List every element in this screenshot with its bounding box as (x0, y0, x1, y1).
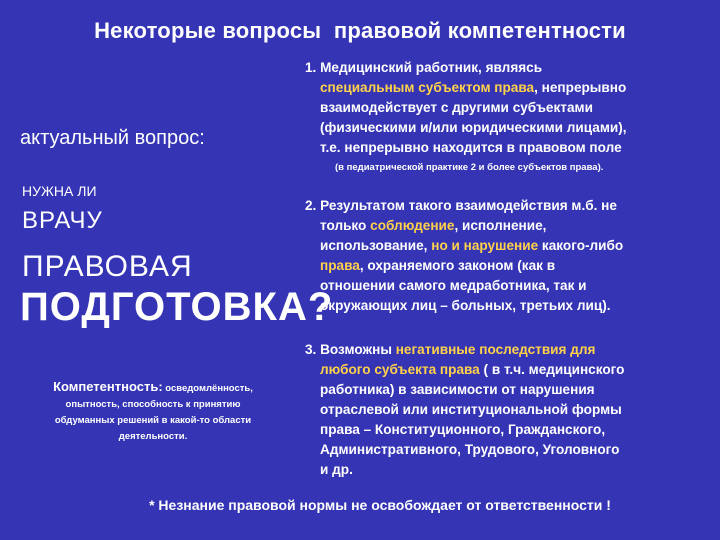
highlight-negative-consequences: негативные последствия для (395, 342, 596, 357)
point-2-line-6: окружающих лиц – больных, третьих лиц). (320, 298, 611, 313)
highlight-any-subject: любого субъекта права (320, 362, 480, 377)
point-3-line-2-rest: ( в т.ч. медицинского (479, 362, 625, 377)
point-3-line-2 (305, 360, 624, 380)
competence-def-2: опытность, способность к принятию (65, 399, 241, 410)
point-3-line-1-a: 3. Возможны (305, 342, 396, 357)
point-2-line-5: отношении самого медработника, так и (320, 278, 587, 293)
competence-def-4: деятельности. (118, 431, 188, 442)
point-3 (305, 340, 624, 480)
point-3-line-7: и др. (320, 462, 353, 477)
point-2-line-3-c: какого-либо (538, 238, 624, 253)
point-1-line-5: т.е. непрерывно находится в правовом поле (320, 140, 622, 155)
point-2-line-4-rest: , охраняемого законом (как в (359, 258, 556, 273)
highlight-special-subject: специальным субъектом права (320, 80, 535, 95)
competence-def-1: осведомлённость, (162, 383, 253, 394)
point-2-line-4 (305, 256, 623, 276)
point-2-line-1: 2. Результатом такого взаимодействия м.б. не (305, 198, 617, 213)
point-1-line-1: 1. Медицинский работник, являясь (305, 60, 543, 75)
point-2-line-2-c: , исполнение, (454, 218, 547, 233)
competence-term: Компетентность: (53, 379, 163, 394)
highlight-violation: но и нарушение (431, 238, 539, 253)
point-1-line-2 (305, 78, 627, 98)
doctor-text: ВРАЧУ (22, 207, 103, 234)
point-1 (305, 58, 627, 175)
point-3-line-6: Административного, Трудового, Уголовного (320, 442, 620, 457)
footer-note: * Незнание правовой нормы не освобождает от ответственности ! (149, 497, 611, 513)
highlight-rights: права (320, 258, 360, 273)
point-2 (305, 196, 623, 316)
point-1-line-4: (физическими и/или юридическими лицами), (320, 120, 627, 135)
preparation-text: ПОДГОТОВКА? (20, 285, 334, 329)
highlight-compliance: соблюдение (370, 218, 455, 233)
point-2-line-3 (305, 236, 623, 256)
point-2-line-2-a: только (320, 218, 371, 233)
competence-definition (22, 380, 284, 444)
point-2-line-3-a: использование, (320, 238, 432, 253)
need-text: НУЖНА ЛИ (22, 183, 97, 199)
topical-question: актуальный вопрос: (20, 127, 205, 149)
point-3-line-5: права – Конституционного, Гражданского, (320, 422, 606, 437)
point-3-line-1 (305, 340, 624, 360)
competence-def-3: обдуманных решений в какой-то области (54, 415, 252, 426)
point-1-note: (в педиатрической практике 2 и более субъектов права). (335, 162, 604, 173)
point-1-line-3: взаимодействует с другими субъектами (320, 100, 593, 115)
point-3-line-3: работника) в зависимости от нарушения (320, 382, 595, 397)
slide-title: Некоторые вопросы правовой компетентности (94, 18, 626, 43)
legal-text: ПРАВОВАЯ (22, 250, 193, 283)
point-2-line-2 (305, 216, 623, 236)
point-1-line-2-rest: , непрерывно (534, 80, 627, 95)
point-3-line-4: отраслевой или институциональной формы (320, 402, 622, 417)
